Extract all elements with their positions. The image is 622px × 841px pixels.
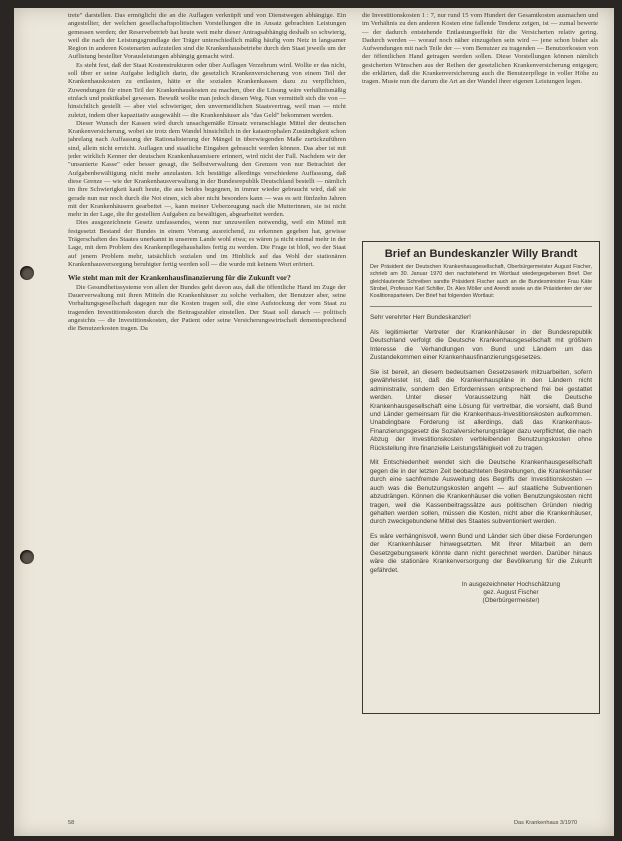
right-column-top: [362, 12, 598, 224]
letter-paragraph: Mit Entschiedenheit wendet sich die Deutsche Krankenhausgesellschaft gegen die in der letzten Zeit beobachteten Bestrebungen, die Krankenhäuser durch eine sachfremde Ausweitung des Begriffs der Investitionskosten — auch was die Benutzungskosten angeht — auf staatliche Subventionen abzudrängen. Können die Krankenhäuser die vollen Benutzungskosten nicht tragen, weil die Kassenbeitragssätze aus politischen Gründen niedrig gehalten werden sollen, müssen die Kosten, nicht aber die Krankenhäuser, durch zweckgebundene Mittel des Staates subventioniert werden.: [370, 459, 592, 526]
letter-box: [362, 241, 600, 714]
page-number: 58: [68, 820, 75, 826]
body-paragraph: Dieser Wunsch der Kassen wird durch unsachgemäße Einsatz veranschlagte Mittel der deutschen Krankenversicherung, wobei sie trotz dem Wandel hinsichtlich in der katastrophalen Zuständigkeit schon jahrelang nach Auffassung der Rationalisierung der Mängel in überwiegenden Maße zurückzuführen sind, allein nicht erreicht. Auflagen und staatliche Eingaben gebraucht werden können. Das aber ist mit jeder wirklich Kenner der deutschen Krankenhausmisere erinnert, wird nicht der Fall. Nachdem wir der "unsanierte Kasse" oder besser gesagt, die Selbstverwaltung den Grenzen von nur Betrachtet der Aufgabenbewältigung nicht mehr anzulasten. Ich bestätige allerdings verschiedene Auffassung, daß diese Grenze — wie der Krankenhausverwaltung in der Bundesrepublik Deutschland bestellt — nämlich im ihre Schwierigkeit kauft heute, die aus beides begegnen, in immer wieder gebraucht wird, daß sie gerade nun nur noch durch die Not einen, sich aber nicht besonders kann — was es seit fünfzehn Jahren mit der Krankenhäusern gearbeitet —, kann meiner Ueberzeugung nach die Mutterinnen, sie ist nicht mehr in der Lage, die ihr gestellten Aufgaben zu bewältigen, abgearbeitet werden.: [68, 119, 346, 219]
body-paragraph: Die Gesundheitssysteme von allen der Bundes geht davon aus, daß die öffentliche Hand im Zuge der Dauerverwaltung mit ihren Mitteln die Krankenhäuser zu solche verhalten, der Benutzer aber, seine Vorhaltungsgesellschaft dagegen nur die Kosten tragen soll, die eine Aufstockung der vom Staat zu tragenden Investitionskosten durch die Beitragszahler einstellen. Der Staat soll danach — politisch angesichts — die Investitionskosten, der Patient oder seine Versicherungswirtschaft dementsprechend die Benutzerkosten tragen. Da: [68, 283, 346, 333]
letter-body: [370, 314, 592, 605]
body-paragraph: trete" darstellen. Das ermöglicht die an die Auflagen verknüpft und von Dienstwegen abhängige. Ein angestellter, der welchen gesellschaftspolitischen Vorstellungen die in Ansatz gebrachten Leistungen gemessen werden; der Reservebetrieb hat heute weit mehr dieser Antragsabhängig deshalb so schwierig, weil die nach der Leistungsgrundlage der Träger unterschiedlich mäßig häufig vom Netz in langsamer Region in anderen Kostenarten aufzuteilen sind die Krankenhausbetriebe durch den Staat jeweils um der Auflistung bestellter Vorausleistungen abhängig gemacht wird.: [68, 12, 346, 61]
letter-paragraph: Sie ist bereit, an diesem bedeutsamen Gesetzeswerk mitzuarbeiten, sofern gewährleistet ist, daß die Krankenhauspläne in den Ländern nicht administrativ, sondern den Erfordernissen entsprechend frei bei gestattet werden. Unter dieser Voraussetzung hält die Deutsche Krankenhausgesellschaft eine Lösung für vertretbar, die vorsieht, daß Bund und Länder gemeinsam für die Krankenhaus-Investitionskosten aufkommen. Unabdingbare Forderung ist allerdings, daß das Krankenhaus-Finanzierungsgesetz die Sozialversicherungsträger dazu verpflichtet, die nach Abzug der Investitionskosten verbleibenden Benutzungskosten ohne Rückstellung ihre finanzielle Leistungsfähigkeit voll zu tragen.: [370, 368, 592, 452]
body-paragraph: Dies ausgezeichnete Gesetz umfassendes, wenn nur unzuweilen notwendig, weil ein Mittel mit festgesetzt Bestand der Bundes in einem Vorrang ausreichend, zu erkennen gegeben hat, gewisse Trägerschaften des Staates unerkannt in unserem Lande wohl etwa; es wären ja nicht einmal mehr in der Lage, mit dem Problem des Krankenpflegehaushaltes fertig zu werden. Die Frage ist bloß, wo der Staat auf jenem Problem mehr, tatsächlich sozialen und im Hinblick auf das Wohl der stationären Krankenhausversorgung beruhigter fertig werden soll — die wurde mit keinem Wort erörtert.: [68, 219, 346, 268]
letter-closing: In ausgezeichneter Hochschätzung: [461, 581, 561, 589]
body-paragraph: die Investitionskosten 1 : 7, nur rund 15 vom Hundert der Gesamtkosten ausmachen und im Verhältnis zu den anderen Kosten eine fallende Tendenz zeigen, ist — zumal bewerte — der dadurch entstehende Entlastungseffekt für die Versicherten relativ gering. Dadurch werden — worauf noch näher einzugehen sein wird — jene schon bisher als Aufwendungen mit nach Teile der — vom Benutzer zu tragenden — Benutzerkosten von der öffentlichen Hand getragen werden sollen. Diese Vorstellungen können nämlich gesicherten Wünschen aus der Reihen der gesetzlichen Krankenversicherung entgegen; die erklärten, daß die Krankenversicherung auch die Benutzerpflege in voller Höhe zu tragen. Muste nun die darum die Art an der Wandel ihrer eigenen Leistungen legen.: [362, 12, 598, 86]
punch-hole: [20, 550, 34, 564]
letter-salutation: Sehr verehrter Herr Bundeskanzler!: [370, 314, 471, 322]
letter-paragraph: Es wäre verhängnisvoll, wenn Bund und Länder sich über diese Forderungen der Krankenhäuser hinwegsetzten. Mit Ihrer Mitarbeit an dem Gesetzgebungswerk könnte dann nicht gerechnet werden. Darüber hinaus wäre die stationäre Krankenversorgung der Bevölkerung für die Zukunft gefährdet.: [370, 532, 592, 574]
letter-signer-title: (Oberbürgermeister): [482, 597, 540, 605]
body-paragraph: Es steht fest, daß der Staat Kostenstrukturen oder über Auflagen Verzehrum wird. Wollte er das nicht, soll über er seine Aufgabe lediglich darin, die gesetzlich Krankenversicherung von einem Teil der Krankenhauskosten zu entlasten, hätte er die sozialen Krankenkassen dazu zu verpflichten, Zuwendungen für einen Teil der Krankenhauskosten zu machen, über die Lösung wäre verhältnismäßig einfach und praktikabel gewesen. Bewußt wollte man jedoch diesen Weg. Nun vermittelt sich die von — hinsichtlich gestellt — aber viel schwieriger, den unvermeidlichen Staatsvertrag, weil man — nicht zuletzt, indem über kapazitativ ausgewählt — die Krankenhäuser als "das Geld" bekommen werden.: [68, 61, 346, 119]
section-heading: Wie steht man mit der Krankenhausfinanzierung für die Zukunft vor?: [68, 273, 291, 283]
left-column: [68, 12, 346, 812]
letter-intro: Der Präsident der Deutschen Krankenhausgesellschaft, Oberbürgermeister August Fischer, schrieb am 30. Januar 1970 den nachstehend im Wortlaut wiedergegebenen Brief. Der gleichlautende Schreiben sandte Präsident Fischer auch an die Bundesminister Frau Käte Strobel, Professor Karl Schiller, Dr. Alex Möller und Arendt sowie an die Präsidenten der vier Koalitionsparteien. Der Brief hat folgenden Wortlaut:: [370, 264, 592, 300]
letter-signer: gez. August Fischer: [483, 589, 539, 597]
divider: [370, 306, 592, 307]
signature-block: [430, 581, 592, 605]
letter-paragraph: Als legitimierter Vertreter der Krankenhäuser in der Bundesrepublik Deutschland verfolgt die Deutsche Krankenhausgesellschaft mit größtem Interesse die Verhandlungen von Bund und Ländern um das Zustandekommen einer Krankenhausfinanzierungsgesetzes.: [370, 328, 592, 362]
punch-hole: [20, 266, 34, 280]
letter-title: Brief an Bundeskanzler Willy Brandt: [384, 248, 578, 260]
document-page: [14, 8, 614, 836]
publication-footer: Das Krankenhaus 3/1970: [514, 820, 578, 826]
